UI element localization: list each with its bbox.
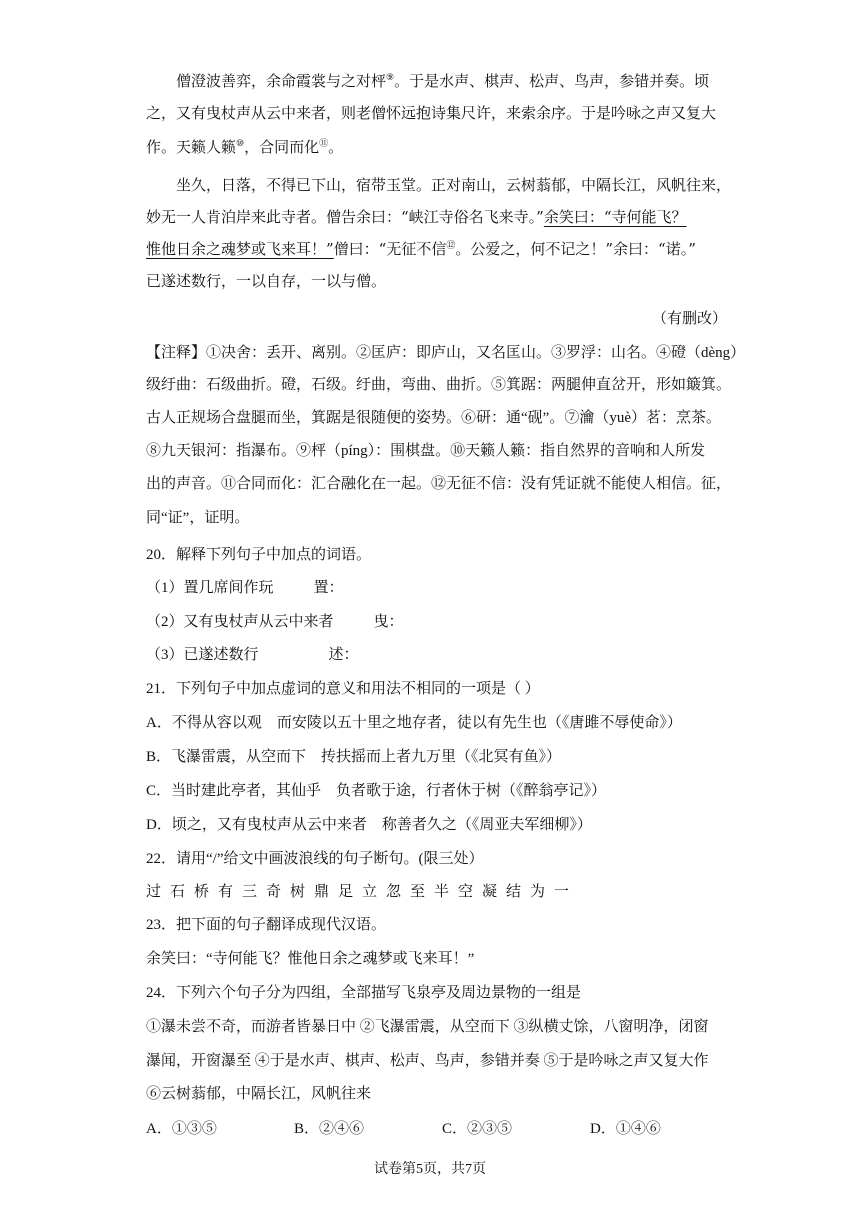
notes-line: ⑧九天银河：指瀑布。⑨枰（píng）：围棋盘。⑩天籁人籁：指自然界的音响和人所发 [146, 443, 706, 459]
source-note: （有删改） [652, 311, 728, 327]
q23-sentence: 余笑曰：“寺何能飞？惟他日余之魂梦或飞来耳！” [146, 951, 475, 967]
question-21-title: 21．下列句子中加点虚词的意义和用法不相同的一项是（ ） [146, 681, 540, 697]
q22-sentence: 过石桥有三奇树鼎足立忽至半空凝结为一 [146, 884, 579, 900]
passage-line: 已遂述数行，一以自存，一以与僧。 [146, 272, 387, 290]
q20-item: （2）又有曳杖声从云中来者 曳： [146, 614, 404, 630]
passage-line: 坐久，日落，不得已下山，宿带玉堂。正对南山，云树蓊郁，中隔长江，风帆往来， [176, 176, 732, 194]
q21-option-d[interactable]: D．顷之，又有曳杖声从云中来者 称善者久之（《周亚夫军细柳》） [146, 817, 592, 833]
footnote-ref: ⑨ [386, 73, 395, 83]
passage-line: 惟他日余之魂梦或飞来耳！”僧曰：“无征不信⑫。公爱之，何不记之！”余曰：“诺。” [146, 240, 696, 258]
question-23-title: 23．把下面的句子翻译成现代汉语。 [146, 917, 387, 933]
footnote-ref: ⑫ [446, 241, 456, 251]
notes-line: 古人正规场合盘腿而坐，箕踞是很随便的姿势。⑥研：通“砚”。⑦瀹（yuè）茗：烹茶。 [146, 410, 721, 426]
question-20-title: 20．解释下列句子中加点的词语。 [146, 547, 372, 563]
passage-line: 之，又有曳杖声从云中来者，则老僧怀远抱诗集尺许，来索余序。于是吟咏之声又复大 [146, 104, 717, 122]
q21-option-a[interactable]: A．不得从容以观 而安陵以五十里之地存者，徒以有先生也（《唐雎不辱使命》） [146, 715, 682, 731]
question-22-title: 22．请用“/”给文中画波浪线的句子断句。(限三处） [146, 851, 484, 867]
q21-option-c[interactable]: C．当时建此亭者，其仙乎 负者歌于途，行者休于树（《醉翁亭记》） [146, 783, 607, 799]
passage-line: 作。天籁人籁⑩，合同而化⑪。 [146, 138, 344, 156]
q20-item: （3）已遂述数行 述： [146, 647, 359, 663]
q20-item: （1）置几席间作玩 置： [146, 580, 344, 596]
q24-option-a[interactable]: A．①③⑤ [146, 1121, 217, 1137]
wavy-underlined-sentence: 惟他日余之魂梦或飞来耳！” [146, 240, 334, 258]
footnote-ref: ⑩ [236, 139, 245, 149]
q24-option-d[interactable]: D．①④⑥ [590, 1121, 661, 1137]
notes-line: 同“证”，证明。 [146, 510, 250, 526]
passage-line: 僧澄波善弈，余命霞裳与之对枰⑨。于是水声、棋声、松声、鸟声，参错并奏。顷 [176, 72, 710, 90]
notes-line: 【注释】①决舍：丢开、离别。②匡庐：即庐山，又名匡山。③罗浮：山名。④磴（dèng） [146, 345, 746, 361]
q21-option-b[interactable]: B．飞瀑雷震，从空而下 抟扶摇而上者九万里（《北冥有鱼》） [146, 749, 562, 765]
passage-line: 妙无一人肯泊岸来此寺者。僧告余曰：“峡江寺俗名飞来寺。”余笑曰：“寺何能飞？ [146, 208, 687, 226]
q24-options [146, 1118, 661, 1140]
question-24-title: 24．下列六个句子分为四组，全部描写飞泉亭及周边景物的一组是 [146, 985, 582, 1001]
notes-line: 级纡曲：石级曲折。磴，石级。纡曲，弯曲、曲折。⑤箕踞：两腿伸直岔开，形如簸箕。 [146, 377, 732, 393]
footnote-ref: ⑪ [319, 139, 329, 149]
notes-line: 出的声音。⑪合同而化：汇合融化在一起。⑫无征不信：没有凭证就不能使人相信。征， [146, 476, 732, 492]
q24-line: ⑥云树蓊郁，中隔长江，风帆往来 [146, 1086, 372, 1102]
q24-line: ①瀑未尝不奇，而游者皆暴日中 ②飞瀑雷震，从空而下 ③纵横丈馀，八窗明净，闭窗 [146, 1019, 709, 1035]
q24-option-c[interactable]: C．②③⑤ [442, 1121, 513, 1137]
wavy-underlined-sentence: 余笑曰：“寺何能飞？ [543, 208, 687, 226]
q24-option-b[interactable]: B．②④⑥ [294, 1121, 365, 1137]
q24-line: 瀑闻，开窗瀑至 ④于是水声、棋声、松声、鸟声，参错并奏 ⑤于是吟咏之声又复大作 [146, 1053, 709, 1069]
page-footer: 试卷第5页，共7页 [374, 1162, 486, 1177]
